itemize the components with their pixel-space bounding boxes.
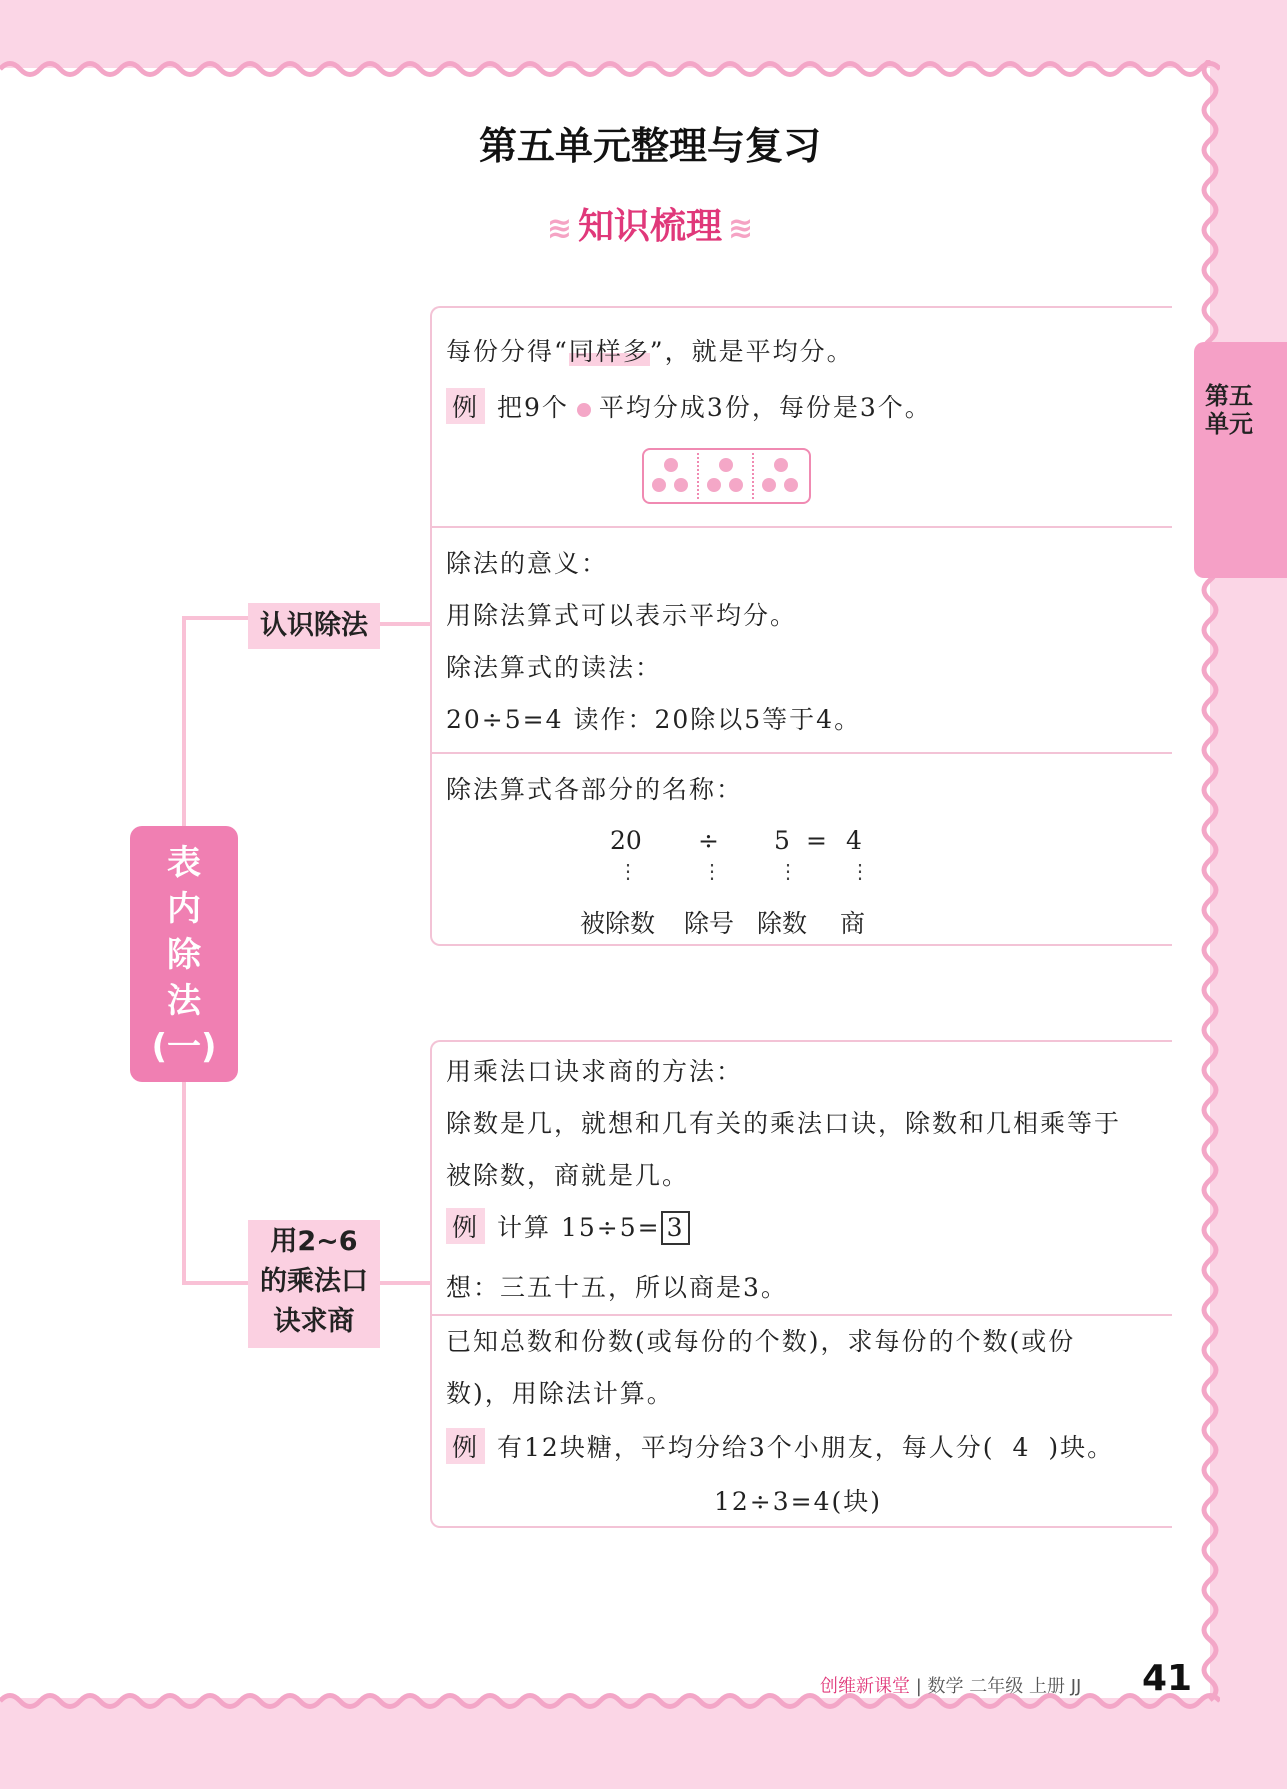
dot-icon [577, 403, 591, 417]
root-topic-char: 除 [167, 935, 201, 975]
expr-quotient: 4 [846, 826, 862, 855]
example-text-pre: 把9个 [497, 393, 569, 422]
example-answer: 4 [1012, 1433, 1031, 1462]
knowledge-box-multiplication-quotient [430, 1040, 1172, 1528]
dot-icon [784, 478, 798, 492]
method-line-2: 被除数，商就是几。 [446, 1161, 690, 1190]
division-parts-title: 除法算式各部分的名称： [446, 775, 744, 804]
branch-node-understand-division [248, 603, 380, 649]
section-divider [432, 1314, 1172, 1316]
answer-box: 3 [661, 1211, 691, 1245]
branch-node-multiplication-table [248, 1220, 380, 1348]
dot-icon [664, 458, 678, 472]
rule-line-2: 数)，用除法计算。 [446, 1379, 674, 1408]
division-meaning-title: 除法的意义： [446, 549, 609, 578]
root-topic-char: 表 [167, 843, 201, 883]
think-text: 想：三五十五，所以商是3。 [446, 1273, 788, 1302]
page-footer [820, 1672, 1081, 1698]
example-text-pre: 有12块糖，平均分给3个小朋友，每人分( [497, 1433, 995, 1462]
division-meaning-text: 用除法算式可以表示平均分。 [446, 601, 798, 630]
branch-node-label: 认识除法 [260, 610, 368, 641]
example-text-post: )块。 [1048, 1433, 1115, 1462]
rule-example [446, 1428, 1114, 1464]
expr-division-sign: ÷ [698, 826, 719, 855]
group-divider [697, 453, 699, 499]
wave-deco-right-icon: ≋ [728, 211, 754, 246]
root-topic-char: 法 [167, 981, 201, 1021]
method-line-1: 除数是几，就想和几有关的乘法口诀，除数和几相乘等于 [446, 1109, 1122, 1138]
group-divider [752, 453, 754, 499]
tree-connector-box1 [380, 622, 432, 626]
definition-highlight: 同样多 [568, 337, 650, 366]
rule-line-1: 已知总数和份数(或每份的个数)，求每份的个数(或份 [446, 1327, 1076, 1356]
root-topic-char: 内 [167, 889, 201, 929]
name-divisor: 除数 [757, 909, 808, 938]
definition-text-pre: 每份分得“ [446, 337, 569, 366]
wave-deco-left-icon: ≋ [546, 211, 572, 246]
subtitle-text: 知识梳理 [577, 206, 722, 247]
definition-text-post: ”，就是平均分。 [649, 337, 854, 366]
dot-icon [762, 478, 776, 492]
name-dividend: 被除数 [580, 909, 656, 938]
division-reading-title: 除法算式的读法： [446, 653, 663, 682]
footer-brand: 创维新课堂 [820, 1676, 910, 1697]
method-example [446, 1208, 690, 1245]
dot-icon [774, 458, 788, 472]
name-division-sign: 除号 [684, 909, 735, 938]
dot-icon [652, 478, 666, 492]
pointer-dots: ⋮ [618, 859, 638, 883]
expr-dividend: 20 [610, 826, 642, 855]
tree-connector-branch2 [182, 1281, 250, 1285]
example-text: 计算 15÷5= [497, 1213, 661, 1242]
tree-connector-box2 [380, 1281, 432, 1285]
dot-icon [729, 478, 743, 492]
branch-node-line: 的乘法口 [260, 1266, 368, 1297]
dot-icon [719, 458, 733, 472]
dot-groups-illustration [642, 448, 811, 504]
pointer-dots: ⋮ [702, 859, 722, 883]
equal-share-definition [446, 332, 854, 368]
tree-connector-branch1 [182, 616, 250, 620]
dot-icon [674, 478, 688, 492]
page-number: 41 [1142, 1658, 1193, 1699]
dot-icon [707, 478, 721, 492]
example-tag: 例 [446, 1428, 485, 1464]
footer-divider: | [915, 1676, 922, 1697]
section-subtitle [0, 198, 1287, 249]
pointer-dots: ⋮ [778, 859, 798, 883]
method-title: 用乘法口诀求商的方法： [446, 1057, 744, 1086]
expr-equals: = [806, 826, 827, 855]
rule-solution: 12÷3=4(块) [714, 1487, 883, 1516]
unit-side-tab[interactable] [1194, 342, 1287, 578]
page-title: 第五单元整理与复习 [478, 124, 821, 168]
wavy-border-right [1198, 60, 1222, 1710]
root-topic-char: (一) [151, 1027, 217, 1067]
unit-side-tab-label: 第五单元 [1205, 382, 1253, 438]
name-quotient: 商 [840, 909, 866, 938]
branch-node-line: 用2~6 [270, 1226, 358, 1257]
root-topic-node [130, 826, 238, 1082]
example-text-post: 平均分成3份，每份是3个。 [598, 393, 932, 422]
knowledge-box-division-basics [430, 306, 1172, 946]
example-tag: 例 [446, 1208, 485, 1244]
equal-share-example [446, 388, 932, 424]
wavy-border-top [0, 58, 1220, 80]
footer-info: 数学 二年级 上册 JJ [927, 1676, 1082, 1697]
section-divider [432, 752, 1172, 754]
pointer-dots: ⋮ [850, 859, 870, 883]
expr-divisor: 5 [774, 826, 790, 855]
branch-node-line: 诀求商 [273, 1306, 355, 1337]
example-tag: 例 [446, 388, 485, 424]
section-divider [432, 526, 1172, 528]
division-reading-text: 20÷5=4 读作：20除以5等于4。 [446, 705, 862, 734]
